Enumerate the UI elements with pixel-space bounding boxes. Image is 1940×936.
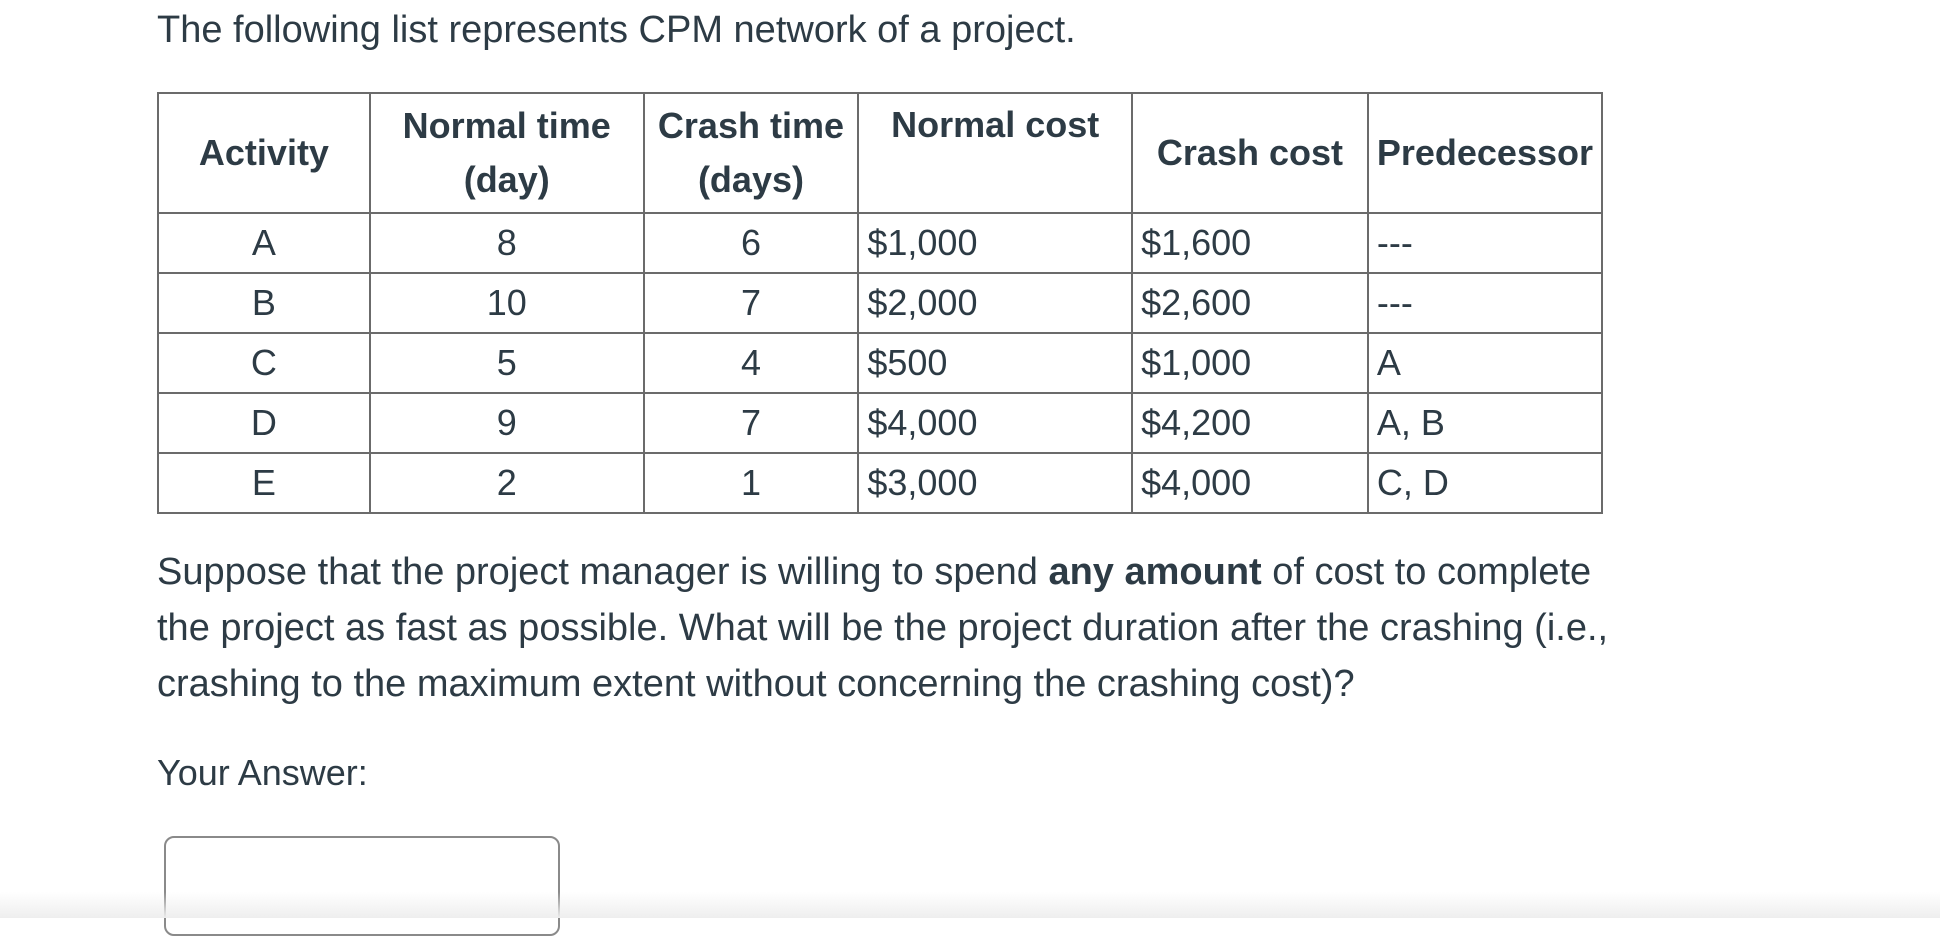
header-crash-time-line2: (days) xyxy=(697,159,804,200)
answer-label: Your Answer: xyxy=(157,752,368,793)
cell-activity: C xyxy=(158,333,370,393)
cell-normal-cost: $1,000 xyxy=(858,213,1132,273)
table-row xyxy=(158,333,1602,393)
header-normal-cost xyxy=(858,93,1132,213)
header-activity-label: Activity xyxy=(198,132,329,173)
table-row xyxy=(158,393,1602,453)
cell-predecessor: A, B xyxy=(1368,393,1602,453)
cell-normal-time: 5 xyxy=(370,333,644,393)
cell-activity: D xyxy=(158,393,370,453)
cell-normal-cost: $500 xyxy=(858,333,1132,393)
cell-crash-cost: $4,200 xyxy=(1132,393,1368,453)
question-part2: of cost to complete the project as fast as possible. What will be the project duration after the crashing (i.e., crashing to the maximum extent without concerning the crashing cost)? xyxy=(157,551,1609,705)
cell-crash-time: 6 xyxy=(644,213,859,273)
cell-normal-cost: $2,000 xyxy=(858,273,1132,333)
cell-predecessor: C, D xyxy=(1368,453,1602,513)
question-text xyxy=(157,544,1617,712)
question-emphasis: any amount xyxy=(1048,551,1262,593)
table-header-row xyxy=(158,93,1602,213)
header-normal-time-line1: Normal time xyxy=(402,105,611,146)
cell-crash-cost: $2,600 xyxy=(1132,273,1368,333)
cpm-table xyxy=(157,92,1603,514)
cell-crash-cost: $1,600 xyxy=(1132,213,1368,273)
table-row xyxy=(158,453,1602,513)
header-crash-time xyxy=(644,93,859,213)
header-crash-time-line1: Crash time xyxy=(657,105,844,146)
cell-crash-time: 1 xyxy=(644,453,859,513)
cell-predecessor: --- xyxy=(1368,273,1602,333)
table-row xyxy=(158,273,1602,333)
header-normal-time xyxy=(370,93,644,213)
cell-crash-cost: $1,000 xyxy=(1132,333,1368,393)
cell-normal-cost: $4,000 xyxy=(858,393,1132,453)
cell-normal-time: 2 xyxy=(370,453,644,513)
answer-input[interactable] xyxy=(164,836,560,936)
cell-crash-time: 4 xyxy=(644,333,859,393)
cell-predecessor: A xyxy=(1368,333,1602,393)
cell-crash-cost: $4,000 xyxy=(1132,453,1368,513)
cell-normal-time: 8 xyxy=(370,213,644,273)
cell-normal-cost: $3,000 xyxy=(858,453,1132,513)
header-normal-cost-label: Normal cost xyxy=(891,104,1100,145)
cell-crash-time: 7 xyxy=(644,393,859,453)
header-activity xyxy=(158,93,370,213)
header-normal-time-line2: (day) xyxy=(463,159,550,200)
cell-activity: B xyxy=(158,273,370,333)
cell-activity: E xyxy=(158,453,370,513)
header-crash-cost xyxy=(1132,93,1368,213)
header-predecessor-label: Predecessor xyxy=(1376,132,1593,173)
question-part1: Suppose that the project manager is willing to spend xyxy=(157,551,1049,593)
cell-normal-time: 10 xyxy=(370,273,644,333)
cell-activity: A xyxy=(158,213,370,273)
cell-normal-time: 9 xyxy=(370,393,644,453)
cell-predecessor: --- xyxy=(1368,213,1602,273)
table-row xyxy=(158,213,1602,273)
header-crash-cost-label: Crash cost xyxy=(1156,132,1343,173)
intro-text: The following list represents CPM network of a project. xyxy=(157,9,1076,51)
header-predecessor xyxy=(1368,93,1602,213)
cell-crash-time: 7 xyxy=(644,273,859,333)
